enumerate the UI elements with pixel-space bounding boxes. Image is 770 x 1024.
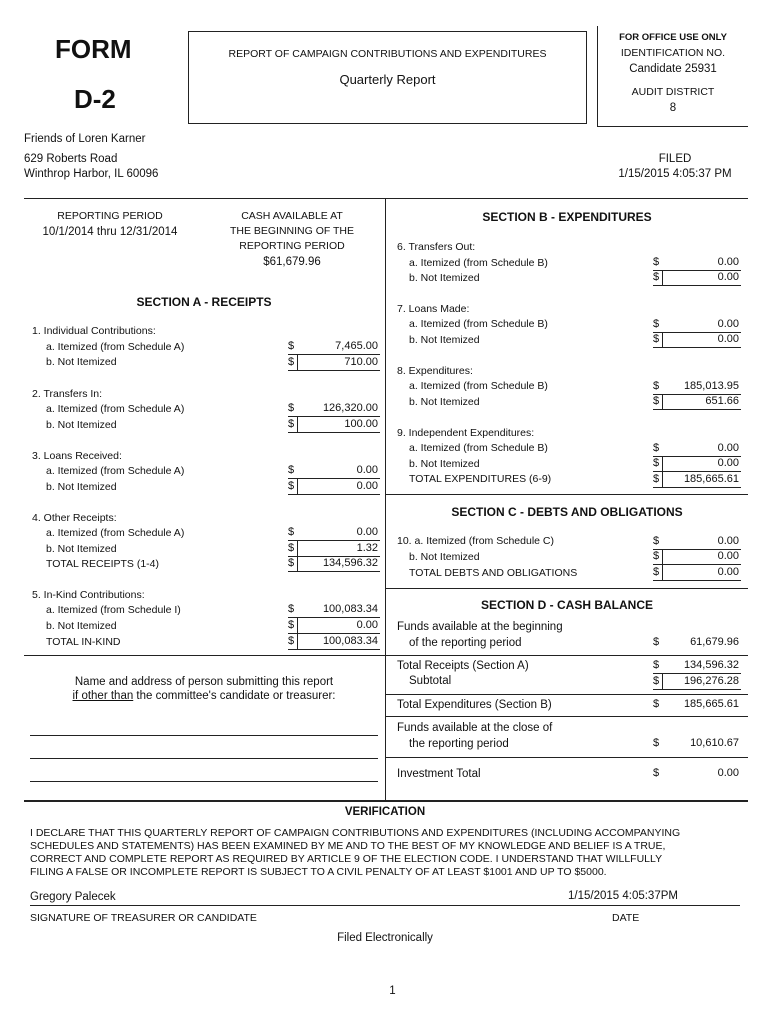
funds-begin-label-2: of the reporting period xyxy=(409,637,522,649)
divider-verification xyxy=(24,800,748,802)
receipts-item-5: 5. In-Kind Contributions: xyxy=(32,589,145,601)
reporting-period-value: 10/1/2014 thru 12/31/2014 xyxy=(42,226,178,238)
expend-6b-label: b. Not Itemized xyxy=(409,272,480,284)
receipts-1a-label: a. Itemized (from Schedule A) xyxy=(46,341,185,353)
receipts-4a-label: a. Itemized (from Schedule A) xyxy=(46,527,185,539)
expend-item-6: 6. Transfers Out: xyxy=(397,241,476,253)
submitter-line-1[interactable] xyxy=(30,735,378,736)
signature-line[interactable] xyxy=(30,905,740,906)
receipts-5a-label: a. Itemized (from Schedule I) xyxy=(46,604,181,616)
cash-available-value: $61,679.96 xyxy=(263,256,321,268)
verification-text-1: I DECLARE THAT THIS QUARTERLY REPORT OF CAMPAIGN CONTRIBUTIONS AND EXPENDITURES (INCLUDING ACCOMPANYING xyxy=(30,827,681,839)
reporting-period-label: REPORTING PERIOD xyxy=(57,210,163,222)
total-receipts-label: TOTAL RECEIPTS (1-4) xyxy=(46,558,159,570)
expend-7a-label: a. Itemized (from Schedule B) xyxy=(409,318,548,330)
report-subtitle: Quarterly Report xyxy=(339,72,436,87)
form-label: FORM xyxy=(55,34,132,64)
funds-close-amount: $ 10,610.67 xyxy=(653,737,739,749)
expend-9a-label: a. Itemized (from Schedule B) xyxy=(409,442,548,454)
submitter-note-2 xyxy=(24,690,384,702)
investment-total-label: Investment Total xyxy=(397,768,481,780)
debts-10a-amount: $ 0.00 xyxy=(653,535,741,550)
receipts-2a-amount: $ 126,320.00 xyxy=(288,402,380,417)
expend-item-7: 7. Loans Made: xyxy=(397,303,470,315)
total-inkind-amount: $ 100,083.34 xyxy=(288,635,380,650)
verification-text-4: FILING A FALSE OR INCOMPLETE REPORT IS SUBJECT TO A CIVIL PENALTY OF AT LEAST $1001 AND UP TO $5000. xyxy=(30,866,607,878)
section-b-bottom-rule xyxy=(386,494,748,495)
receipts-5b-amount: $ 0.00 xyxy=(288,619,380,634)
expend-item-8: 8. Expenditures: xyxy=(397,365,473,377)
id-label: IDENTIFICATION NO. xyxy=(620,47,726,59)
expend-9b-amount: $ 0.00 xyxy=(653,457,741,472)
total-receipts-amount: $ 134,596.32 xyxy=(288,557,380,572)
expend-8a-label: a. Itemized (from Schedule B) xyxy=(409,380,548,392)
signature-date: 1/15/2015 4:05:37PM xyxy=(568,890,678,902)
section-c-bottom-rule xyxy=(386,588,748,589)
expend-6a-amount: $ 0.00 xyxy=(653,256,741,271)
receipts-3b-amount: $ 0.00 xyxy=(288,480,380,495)
total-receipts-d-amount: $ 134,596.32 xyxy=(653,659,741,674)
total-debts-label: TOTAL DEBTS AND OBLIGATIONS xyxy=(409,567,578,579)
debts-10b-amount: $ 0.00 xyxy=(653,550,741,565)
expend-6a-label: a. Itemized (from Schedule B) xyxy=(409,257,548,269)
divider-center xyxy=(385,198,386,801)
filed-value: 1/15/2015 4:05:37 PM xyxy=(618,168,732,180)
section-b-title: SECTION B - EXPENDITURES xyxy=(482,210,652,224)
verification-text-3: CORRECT AND COMPLETE REPORT AS REQUIRED BY ARTICLE 9 OF THE ELECTION CODE. I UNDERSTAND THAT WILLFULLY xyxy=(30,853,663,865)
receipts-2b-label: b. Not Itemized xyxy=(46,419,117,431)
expend-7b-label: b. Not Itemized xyxy=(409,334,480,346)
page-number: 1 xyxy=(389,985,396,997)
submitter-line-2[interactable] xyxy=(30,758,378,759)
submitter-line-3[interactable] xyxy=(30,781,378,782)
submitter-note-underlined: if other than xyxy=(72,690,134,702)
expend-8b-amount: $ 651.66 xyxy=(653,395,741,410)
receipts-3a-amount: $ 0.00 xyxy=(288,464,380,479)
receipts-2b-amount: $ 100.00 xyxy=(288,418,380,433)
audit-district-label: AUDIT DISTRICT xyxy=(631,86,715,98)
total-receipts-d-label: Total Receipts (Section A) xyxy=(397,660,529,672)
filed-label: FILED xyxy=(658,153,692,165)
receipts-4b-label: b. Not Itemized xyxy=(46,543,117,555)
cash-available-label-1: CASH AVAILABLE AT xyxy=(241,210,343,222)
receipts-item-1: 1. Individual Contributions: xyxy=(32,325,156,337)
total-debts-amount: $ 0.00 xyxy=(653,566,741,581)
receipts-2a-label: a. Itemized (from Schedule A) xyxy=(46,403,185,415)
cash-available-label-2: THE BEGINNING OF THE xyxy=(229,225,355,237)
audit-district-value: 8 xyxy=(669,102,677,114)
report-title: REPORT OF CAMPAIGN CONTRIBUTIONS AND EXPENDITURES xyxy=(228,48,547,60)
receipts-item-4: 4. Other Receipts: xyxy=(32,512,117,524)
office-use-box xyxy=(597,26,748,127)
report-title-box xyxy=(188,31,587,124)
total-expend-d-label: Total Expenditures (Section B) xyxy=(397,699,552,711)
debts-10a-label: 10. a. Itemized (from Schedule C) xyxy=(397,535,554,547)
committee-address-1: 629 Roberts Road xyxy=(24,153,118,165)
expend-7a-amount: $ 0.00 xyxy=(653,318,741,333)
committee-name: Friends of Loren Karner xyxy=(24,133,146,145)
expend-6b-amount: $ 0.00 xyxy=(653,271,741,286)
debts-10b-label: b. Not Itemized xyxy=(409,551,480,563)
expend-item-9: 9. Independent Expenditures: xyxy=(397,427,535,439)
funds-close-rule xyxy=(386,757,748,758)
investment-total-amount: $ 0.00 xyxy=(653,767,739,779)
office-use-label: FOR OFFICE USE ONLY xyxy=(619,32,727,43)
total-expenditures-amount: $ 185,665.61 xyxy=(653,473,741,488)
total-expenditures-label: TOTAL EXPENDITURES (6-9) xyxy=(409,473,552,485)
section-d-title: SECTION D - CASH BALANCE xyxy=(480,598,653,612)
expend-9b-label: b. Not Itemized xyxy=(409,458,480,470)
receipts-item-2: 2. Transfers In: xyxy=(32,388,103,400)
expend-7b-amount: $ 0.00 xyxy=(653,333,741,348)
divider-top xyxy=(24,198,748,199)
verification-title: VERIFICATION xyxy=(344,806,426,818)
submitter-note-1: Name and address of person submitting this report xyxy=(74,676,334,688)
funds-begin-label-1: Funds available at the beginning xyxy=(397,621,563,633)
section-a-title: SECTION A - RECEIPTS xyxy=(136,295,272,309)
receipts-item-3: 3. Loans Received: xyxy=(32,450,122,462)
expend-9a-amount: $ 0.00 xyxy=(653,442,741,457)
funds-begin-rule xyxy=(386,655,748,656)
receipts-1a-amount: $ 7,465.00 xyxy=(288,340,380,355)
total-inkind-label: TOTAL IN-KIND xyxy=(46,636,121,648)
receipts-3b-label: b. Not Itemized xyxy=(46,481,117,493)
verification-text-2: SCHEDULES AND STATEMENTS) HAS BEEN EXAMINED BY ME AND TO THE BEST OF MY KNOWLEDGE AND BELIEF IS A TRUE, xyxy=(30,840,666,852)
signature-label: SIGNATURE OF TREASURER OR CANDIDATE xyxy=(30,912,257,924)
section-a-bottom-rule xyxy=(24,655,385,656)
expend-8a-amount: $ 185,013.95 xyxy=(653,380,741,395)
id-value: Candidate 25931 xyxy=(629,63,717,75)
receipts-4b-amount: $ 1.32 xyxy=(288,542,380,557)
signer-name: Gregory Palecek xyxy=(30,891,116,903)
funds-begin-amount: $ 61,679.96 xyxy=(653,636,739,648)
funds-close-label-1: Funds available at the close of xyxy=(397,722,553,734)
receipts-3a-label: a. Itemized (from Schedule A) xyxy=(46,465,185,477)
receipts-5b-label: b. Not Itemized xyxy=(46,620,117,632)
form-code: D-2 xyxy=(74,84,116,114)
filed-electronically: Filed Electronically xyxy=(337,932,433,944)
submitter-note-rest: the committee's candidate or treasurer: xyxy=(133,690,336,702)
receipts-5a-amount: $ 100,083.34 xyxy=(288,603,380,618)
subtotal-rule xyxy=(386,694,748,695)
cash-available-label-3: REPORTING PERIOD xyxy=(239,240,345,252)
committee-address-2: Winthrop Harbor, IL 60096 xyxy=(24,168,159,180)
expend-d-rule xyxy=(386,716,748,717)
section-c-title: SECTION C - DEBTS AND OBLIGATIONS xyxy=(451,505,683,519)
subtotal-label: Subtotal xyxy=(409,675,452,687)
receipts-1b-label: b. Not Itemized xyxy=(46,356,117,368)
subtotal-amount: $ 196,276.28 xyxy=(653,675,741,690)
funds-close-label-2: the reporting period xyxy=(409,738,509,750)
total-expend-d-amount: $ 185,665.61 xyxy=(653,698,739,710)
receipts-4a-amount: $ 0.00 xyxy=(288,526,380,541)
expend-8b-label: b. Not Itemized xyxy=(409,396,480,408)
date-label: DATE xyxy=(612,912,640,924)
receipts-1b-amount: $ 710.00 xyxy=(288,356,380,371)
